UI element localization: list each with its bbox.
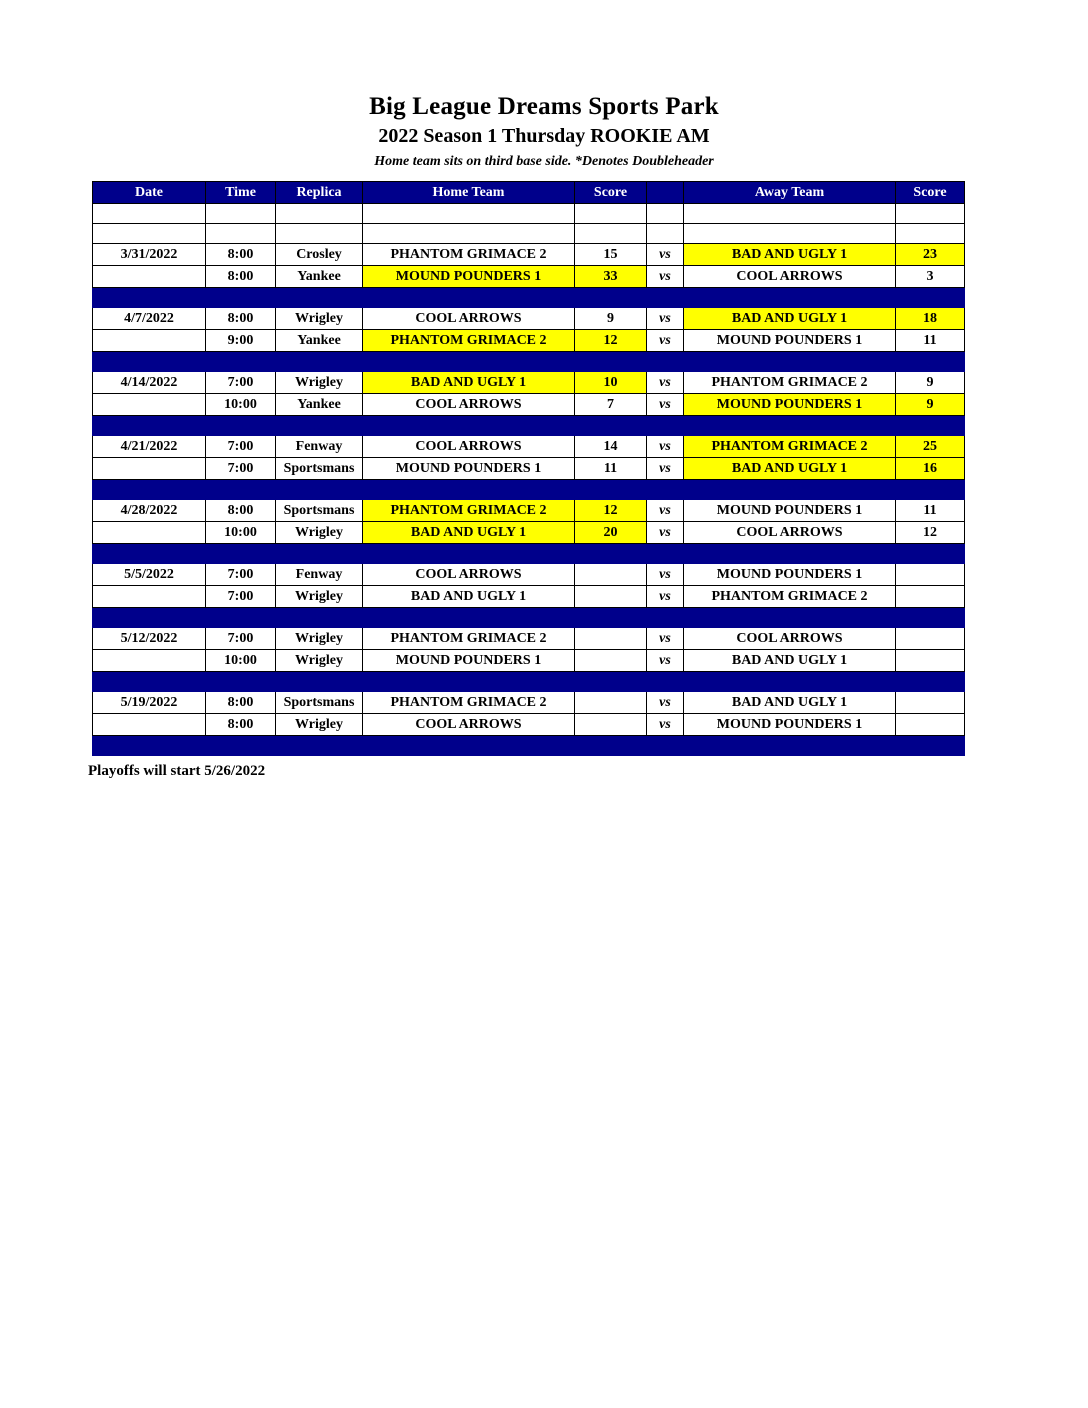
week-separator-row [93, 352, 965, 372]
away-team-score [896, 586, 965, 608]
separator-cell [896, 608, 965, 628]
game-time: 8:00 [206, 266, 276, 288]
separator-cell [206, 608, 276, 628]
home-team-score: 11 [575, 458, 647, 480]
vs-label: vs [647, 500, 684, 522]
home-team-score: 33 [575, 266, 647, 288]
table-row [93, 692, 965, 714]
empty-cell [575, 224, 647, 244]
separator-cell [684, 352, 896, 372]
table-row [93, 522, 965, 544]
separator-cell [896, 544, 965, 564]
separator-cell [896, 480, 965, 500]
game-replica-field: Wrigley [276, 522, 363, 544]
table-row [93, 436, 965, 458]
home-team-name: COOL ARROWS [363, 564, 575, 586]
separator-cell [363, 672, 575, 692]
week-separator-row [93, 288, 965, 308]
separator-cell [276, 416, 363, 436]
separator-cell [896, 352, 965, 372]
table-row [93, 650, 965, 672]
empty-cell [896, 204, 965, 224]
away-team-name: BAD AND UGLY 1 [684, 244, 896, 266]
separator-cell [575, 544, 647, 564]
vs-label: vs [647, 564, 684, 586]
week-separator-row [93, 736, 965, 756]
home-team-name: MOUND POUNDERS 1 [363, 650, 575, 672]
separator-cell [276, 480, 363, 500]
game-time: 10:00 [206, 650, 276, 672]
separator-cell [647, 416, 684, 436]
home-team-score [575, 628, 647, 650]
game-date [93, 394, 206, 416]
table-row [93, 628, 965, 650]
vs-label: vs [647, 394, 684, 416]
column-header-home-team: Home Team [363, 182, 575, 204]
vs-label: vs [647, 650, 684, 672]
separator-cell [684, 544, 896, 564]
game-time: 7:00 [206, 586, 276, 608]
separator-cell [363, 352, 575, 372]
away-team-score [896, 692, 965, 714]
separator-cell [363, 288, 575, 308]
table-row [93, 714, 965, 736]
separator-cell [206, 544, 276, 564]
home-team-score: 12 [575, 500, 647, 522]
schedule-table [92, 181, 965, 756]
home-team-score: 7 [575, 394, 647, 416]
table-body [93, 204, 965, 756]
game-date [93, 522, 206, 544]
page-subtitle: 2022 Season 1 Thursday ROOKIE AM [378, 125, 710, 147]
away-team-score: 16 [896, 458, 965, 480]
game-time: 8:00 [206, 500, 276, 522]
home-team-score [575, 692, 647, 714]
separator-cell [363, 544, 575, 564]
week-separator-row [93, 672, 965, 692]
away-team-name: BAD AND UGLY 1 [684, 458, 896, 480]
separator-cell [276, 736, 363, 756]
away-team-name: BAD AND UGLY 1 [684, 308, 896, 330]
away-team-score: 23 [896, 244, 965, 266]
vs-label: vs [647, 522, 684, 544]
game-date [93, 266, 206, 288]
separator-cell [684, 672, 896, 692]
column-header-time: Time [206, 182, 276, 204]
away-team-score [896, 628, 965, 650]
empty-cell [93, 204, 206, 224]
separator-cell [647, 288, 684, 308]
home-team-score: 14 [575, 436, 647, 458]
separator-cell [93, 544, 206, 564]
game-time: 7:00 [206, 436, 276, 458]
empty-cell [93, 224, 206, 244]
empty-cell [684, 204, 896, 224]
empty-cell [363, 204, 575, 224]
separator-cell [896, 736, 965, 756]
column-header-vs [647, 182, 684, 204]
home-team-name: PHANTOM GRIMACE 2 [363, 500, 575, 522]
game-time: 8:00 [206, 308, 276, 330]
separator-cell [93, 352, 206, 372]
separator-cell [363, 480, 575, 500]
game-date [93, 714, 206, 736]
game-date [93, 458, 206, 480]
empty-cell [684, 224, 896, 244]
separator-cell [684, 288, 896, 308]
separator-cell [93, 608, 206, 628]
away-team-name: MOUND POUNDERS 1 [684, 394, 896, 416]
vs-label: vs [647, 244, 684, 266]
separator-cell [684, 416, 896, 436]
game-replica-field: Yankee [276, 330, 363, 352]
home-team-score: 15 [575, 244, 647, 266]
home-team-score [575, 650, 647, 672]
table-row [93, 458, 965, 480]
away-team-score: 9 [896, 394, 965, 416]
table-row [93, 266, 965, 288]
vs-label: vs [647, 628, 684, 650]
week-separator-row [93, 544, 965, 564]
away-team-name: COOL ARROWS [684, 522, 896, 544]
empty-cell [276, 204, 363, 224]
separator-cell [276, 288, 363, 308]
table-row [93, 308, 965, 330]
away-team-name: BAD AND UGLY 1 [684, 650, 896, 672]
game-date [93, 650, 206, 672]
separator-cell [93, 480, 206, 500]
game-time: 10:00 [206, 522, 276, 544]
away-team-score [896, 564, 965, 586]
vs-label: vs [647, 692, 684, 714]
column-header-home-score: Score [575, 182, 647, 204]
home-team-score [575, 564, 647, 586]
game-date: 5/5/2022 [93, 564, 206, 586]
table-row [93, 330, 965, 352]
separator-cell [363, 608, 575, 628]
game-time: 7:00 [206, 564, 276, 586]
away-team-name: COOL ARROWS [684, 628, 896, 650]
vs-label: vs [647, 266, 684, 288]
table-header-row [93, 182, 965, 204]
game-date: 5/12/2022 [93, 628, 206, 650]
separator-cell [647, 352, 684, 372]
home-team-name: PHANTOM GRIMACE 2 [363, 628, 575, 650]
home-team-name: COOL ARROWS [363, 714, 575, 736]
away-team-score: 18 [896, 308, 965, 330]
away-team-score: 9 [896, 372, 965, 394]
game-time: 7:00 [206, 628, 276, 650]
away-team-score: 11 [896, 330, 965, 352]
separator-cell [575, 416, 647, 436]
home-team-name: MOUND POUNDERS 1 [363, 266, 575, 288]
table-row [93, 394, 965, 416]
away-team-name: MOUND POUNDERS 1 [684, 714, 896, 736]
game-date [93, 330, 206, 352]
game-date: 4/14/2022 [93, 372, 206, 394]
separator-cell [896, 288, 965, 308]
separator-cell [206, 480, 276, 500]
game-time: 8:00 [206, 692, 276, 714]
separator-cell [647, 736, 684, 756]
column-header-away-score: Score [896, 182, 965, 204]
game-time: 9:00 [206, 330, 276, 352]
home-team-name: BAD AND UGLY 1 [363, 372, 575, 394]
separator-cell [206, 352, 276, 372]
away-team-name: PHANTOM GRIMACE 2 [684, 586, 896, 608]
home-team-name: COOL ARROWS [363, 308, 575, 330]
away-team-score [896, 650, 965, 672]
vs-label: vs [647, 372, 684, 394]
home-team-score: 20 [575, 522, 647, 544]
game-replica-field: Yankee [276, 394, 363, 416]
away-team-name: PHANTOM GRIMACE 2 [684, 372, 896, 394]
game-date: 5/19/2022 [93, 692, 206, 714]
away-team-score: 3 [896, 266, 965, 288]
separator-cell [363, 416, 575, 436]
separator-cell [93, 416, 206, 436]
vs-label: vs [647, 458, 684, 480]
column-header-replica: Replica [276, 182, 363, 204]
separator-cell [647, 608, 684, 628]
page-title: Big League Dreams Sports Park [369, 93, 719, 120]
separator-cell [206, 416, 276, 436]
home-team-score [575, 714, 647, 736]
home-team-name: PHANTOM GRIMACE 2 [363, 244, 575, 266]
document-header [0, 0, 1088, 171]
home-team-name: MOUND POUNDERS 1 [363, 458, 575, 480]
game-replica-field: Fenway [276, 564, 363, 586]
away-team-name: BAD AND UGLY 1 [684, 692, 896, 714]
vs-label: vs [647, 308, 684, 330]
game-replica-field: Wrigley [276, 628, 363, 650]
away-team-score: 25 [896, 436, 965, 458]
empty-cell [896, 224, 965, 244]
game-replica-field: Wrigley [276, 586, 363, 608]
week-separator-row [93, 480, 965, 500]
separator-cell [896, 672, 965, 692]
game-replica-field: Wrigley [276, 650, 363, 672]
game-replica-field: Yankee [276, 266, 363, 288]
game-time: 7:00 [206, 458, 276, 480]
separator-cell [896, 416, 965, 436]
game-date: 4/28/2022 [93, 500, 206, 522]
empty-row [93, 204, 965, 224]
game-date: 4/21/2022 [93, 436, 206, 458]
separator-cell [276, 544, 363, 564]
empty-cell [575, 204, 647, 224]
home-team-score: 9 [575, 308, 647, 330]
home-team-name: BAD AND UGLY 1 [363, 522, 575, 544]
empty-cell [647, 224, 684, 244]
vs-label: vs [647, 714, 684, 736]
separator-cell [575, 736, 647, 756]
table-row [93, 372, 965, 394]
vs-label: vs [647, 586, 684, 608]
game-replica-field: Sportsmans [276, 692, 363, 714]
game-time: 10:00 [206, 394, 276, 416]
game-replica-field: Crosley [276, 244, 363, 266]
home-team-name: COOL ARROWS [363, 436, 575, 458]
game-time: 7:00 [206, 372, 276, 394]
empty-cell [206, 224, 276, 244]
separator-cell [684, 736, 896, 756]
home-team-name: COOL ARROWS [363, 394, 575, 416]
separator-cell [93, 736, 206, 756]
game-replica-field: Wrigley [276, 372, 363, 394]
away-team-name: PHANTOM GRIMACE 2 [684, 436, 896, 458]
home-team-name: BAD AND UGLY 1 [363, 586, 575, 608]
empty-cell [363, 224, 575, 244]
game-date: 4/7/2022 [93, 308, 206, 330]
vs-label: vs [647, 436, 684, 458]
separator-cell [575, 480, 647, 500]
separator-cell [93, 288, 206, 308]
empty-cell [647, 204, 684, 224]
separator-cell [206, 672, 276, 692]
column-header-away-team: Away Team [684, 182, 896, 204]
separator-cell [575, 608, 647, 628]
table-row [93, 564, 965, 586]
separator-cell [363, 736, 575, 756]
separator-cell [575, 288, 647, 308]
separator-cell [575, 352, 647, 372]
away-team-name: MOUND POUNDERS 1 [684, 564, 896, 586]
home-team-name: PHANTOM GRIMACE 2 [363, 330, 575, 352]
game-date [93, 586, 206, 608]
home-team-name: PHANTOM GRIMACE 2 [363, 692, 575, 714]
empty-cell [206, 204, 276, 224]
separator-cell [647, 480, 684, 500]
table-row [93, 244, 965, 266]
separator-cell [684, 480, 896, 500]
away-team-name: MOUND POUNDERS 1 [684, 500, 896, 522]
table-row [93, 586, 965, 608]
away-team-score [896, 714, 965, 736]
away-team-score: 12 [896, 522, 965, 544]
vs-label: vs [647, 330, 684, 352]
away-team-name: MOUND POUNDERS 1 [684, 330, 896, 352]
home-team-score: 12 [575, 330, 647, 352]
game-replica-field: Sportsmans [276, 458, 363, 480]
separator-cell [276, 352, 363, 372]
game-time: 8:00 [206, 714, 276, 736]
page-note: Home team sits on third base side. *Denotes Doubleheader [374, 154, 714, 169]
game-replica-field: Wrigley [276, 308, 363, 330]
home-team-score [575, 586, 647, 608]
game-replica-field: Sportsmans [276, 500, 363, 522]
separator-cell [276, 608, 363, 628]
empty-row [93, 224, 965, 244]
separator-cell [647, 672, 684, 692]
separator-cell [93, 672, 206, 692]
separator-cell [647, 544, 684, 564]
empty-cell [276, 224, 363, 244]
game-date: 3/31/2022 [93, 244, 206, 266]
table-row [93, 500, 965, 522]
game-replica-field: Fenway [276, 436, 363, 458]
home-team-score: 10 [575, 372, 647, 394]
week-separator-row [93, 608, 965, 628]
playoffs-note: Playoffs will start 5/26/2022 [88, 763, 266, 779]
column-header-date: Date [93, 182, 206, 204]
game-replica-field: Wrigley [276, 714, 363, 736]
separator-cell [206, 736, 276, 756]
week-separator-row [93, 416, 965, 436]
separator-cell [684, 608, 896, 628]
game-time: 8:00 [206, 244, 276, 266]
separator-cell [575, 672, 647, 692]
away-team-name: COOL ARROWS [684, 266, 896, 288]
separator-cell [276, 672, 363, 692]
away-team-score: 11 [896, 500, 965, 522]
separator-cell [206, 288, 276, 308]
